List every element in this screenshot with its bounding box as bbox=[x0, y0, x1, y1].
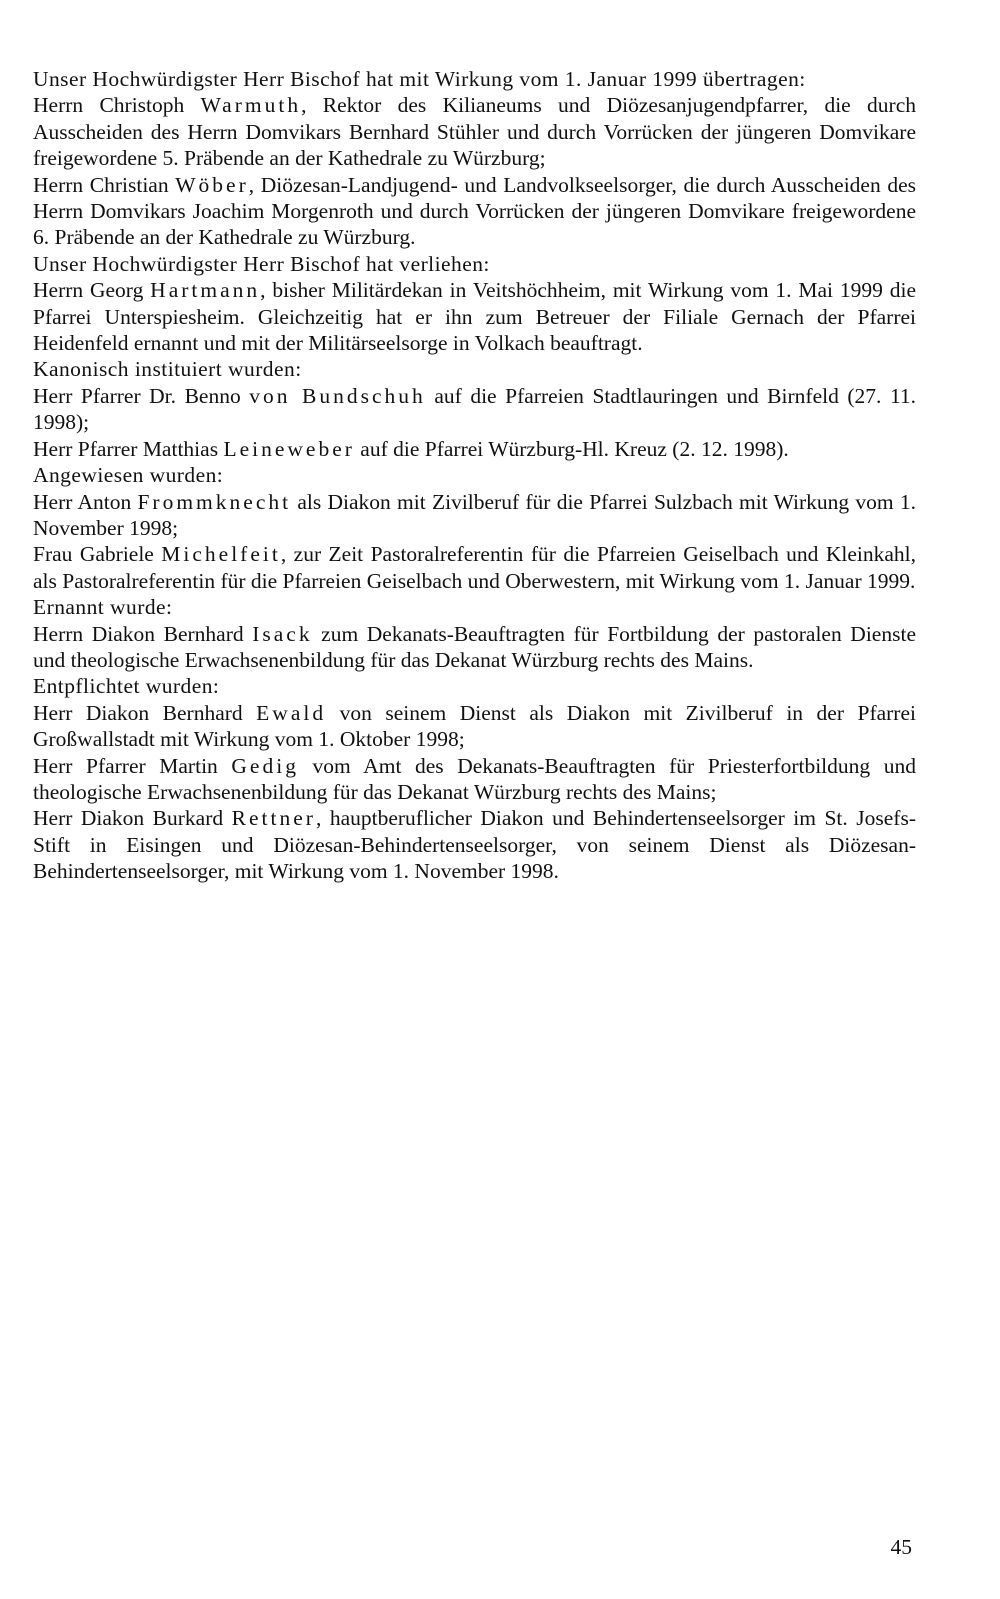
entry-prefix: Herr Anton bbox=[33, 489, 138, 514]
entry-hartmann bbox=[33, 277, 916, 356]
entry-text: von seinem Dienst als Diakon mit Zivilberuf in der Pfarrei Großwallstadt mit Wirkung vom 1. Oktober 1998; bbox=[33, 700, 916, 752]
entry-michelfeit bbox=[33, 541, 916, 594]
entry-warmuth bbox=[33, 92, 916, 171]
entry-frommknecht bbox=[33, 489, 916, 542]
entry-gedig bbox=[33, 753, 916, 806]
entry-prefix: Herrn Georg bbox=[33, 278, 151, 303]
person-name: Michelfeit bbox=[161, 542, 281, 567]
entry-prefix: Herrn Diakon Bernhard bbox=[33, 621, 253, 646]
entry-leineweber bbox=[33, 436, 916, 462]
entry-bundschuh bbox=[33, 383, 916, 436]
entry-text: , bisher Militärdekan in Veitshöchheim, mit Wirkung vom 1. Mai 1999 die Pfarrei Unterspiesheim. Gleichzeitig hat er ihn zum Betreuer der Filiale Gernach der Pfarrei Heidenfeld ernannt und mit der Militärseelsorge in Volkach beauftragt. bbox=[33, 278, 916, 356]
section-heading-instituiert: Kanonisch instituiert wurden: bbox=[33, 357, 302, 382]
entry-rettner bbox=[33, 805, 916, 884]
person-name: Gedig bbox=[231, 753, 299, 778]
section-heading-uebertragen: Unser Hochwürdigster Herr Bischof hat mit Wirkung vom 1. Januar 1999 übertragen: bbox=[33, 67, 806, 91]
entry-prefix: Herrn Christian bbox=[33, 172, 176, 197]
entry-text: , Rektor des Kilianeums und Diözesanjugendpfarrer, die durch Ausscheiden des Herrn Domvikars Bernhard Stühler und durch Vorrücken der jüngeren Domvikare freigewordene 5. Präbende an der Kathedrale zu Würzburg; bbox=[33, 93, 916, 171]
entry-prefix: Herr Diakon Burkard bbox=[33, 806, 232, 831]
person-name: Isack bbox=[252, 621, 313, 646]
entry-prefix: Herr Pfarrer Matthias bbox=[33, 436, 224, 461]
document-body bbox=[33, 66, 916, 885]
entry-prefix: Herr Diakon Bernhard bbox=[33, 700, 257, 725]
person-name: Leineweber bbox=[223, 436, 355, 461]
person-name: Frommknecht bbox=[137, 489, 292, 514]
entry-isack bbox=[33, 621, 916, 674]
entry-prefix: Frau Gabriele bbox=[33, 542, 162, 567]
entry-prefix: Herr Pfarrer Martin bbox=[33, 753, 232, 778]
page-number: 45 bbox=[890, 1535, 912, 1559]
entry-text: auf die Pfarrei Würzburg-Hl. Kreuz (2. 12. 1998). bbox=[354, 436, 789, 461]
entry-woeber bbox=[33, 172, 916, 251]
entry-ewald bbox=[33, 700, 916, 753]
person-name: Warmuth bbox=[200, 93, 302, 118]
person-name: Wöber bbox=[175, 172, 249, 197]
entry-text: , Diözesan-Landjugend- und Landvolkseelsorger, die durch Ausscheiden des Herrn Domvikars Joachim Morgenroth und durch Vorrücken der jüngeren Domvikare freigewordene 6. Präbende an der Kathedrale zu Würzburg. bbox=[33, 172, 916, 250]
entry-text: vom Amt des Dekanats-Beauftragten für Priesterfortbildung und theologische Erwachsenenbildung für das Dekanat Würzburg rechts des Mains; bbox=[33, 753, 917, 804]
entry-prefix: Herr Pfarrer Dr. Benno bbox=[33, 383, 250, 408]
person-name: Ewald bbox=[256, 700, 327, 725]
entry-text: , zur Zeit Pastoralreferentin für die Pfarreien Geiselbach und Kleinkahl, als Pastoralreferentin für die Pfarreien Geiselbach und Oberwestern, mit Wirkung vom 1. Januar 1999. bbox=[33, 542, 917, 593]
person-name: Hartmann bbox=[150, 278, 261, 303]
entry-prefix: Herrn Christoph bbox=[33, 93, 201, 118]
section-heading-entpflichtet: Entpflichtet wurden: bbox=[33, 674, 220, 699]
entry-text: , hauptberuflicher Diakon und Behindertenseelsorger im St. Josefs-Stift in Eisingen und Diözesan-Behindertenseelsorger, von seinem Dienst als Diözesan-Behindertenseelsorger, mit Wirkung vom 1. November 1998. bbox=[33, 806, 916, 884]
section-heading-ernannt: Ernannt wurde: bbox=[33, 595, 173, 620]
section-heading-angewiesen: Angewiesen wurden: bbox=[33, 463, 224, 488]
entry-text: zum Dekanats-Beauftragten für Fortbildung der pastoralen Dienste und theologische Erwachsenenbildung für das Dekanat Würzburg rechts des Mains. bbox=[33, 621, 916, 672]
person-name: von Bundschuh bbox=[249, 383, 426, 408]
section-heading-verliehen: Unser Hochwürdigster Herr Bischof hat verliehen: bbox=[33, 251, 490, 276]
entry-text: auf die Pfarreien Stadtlauringen und Birnfeld (27. 11. 1998); bbox=[33, 383, 917, 435]
person-name: Rettner bbox=[231, 806, 316, 831]
entry-text: als Diakon mit Zivilberuf für die Pfarrei Sulzbach mit Wirkung vom 1. November 1998; bbox=[33, 489, 916, 540]
